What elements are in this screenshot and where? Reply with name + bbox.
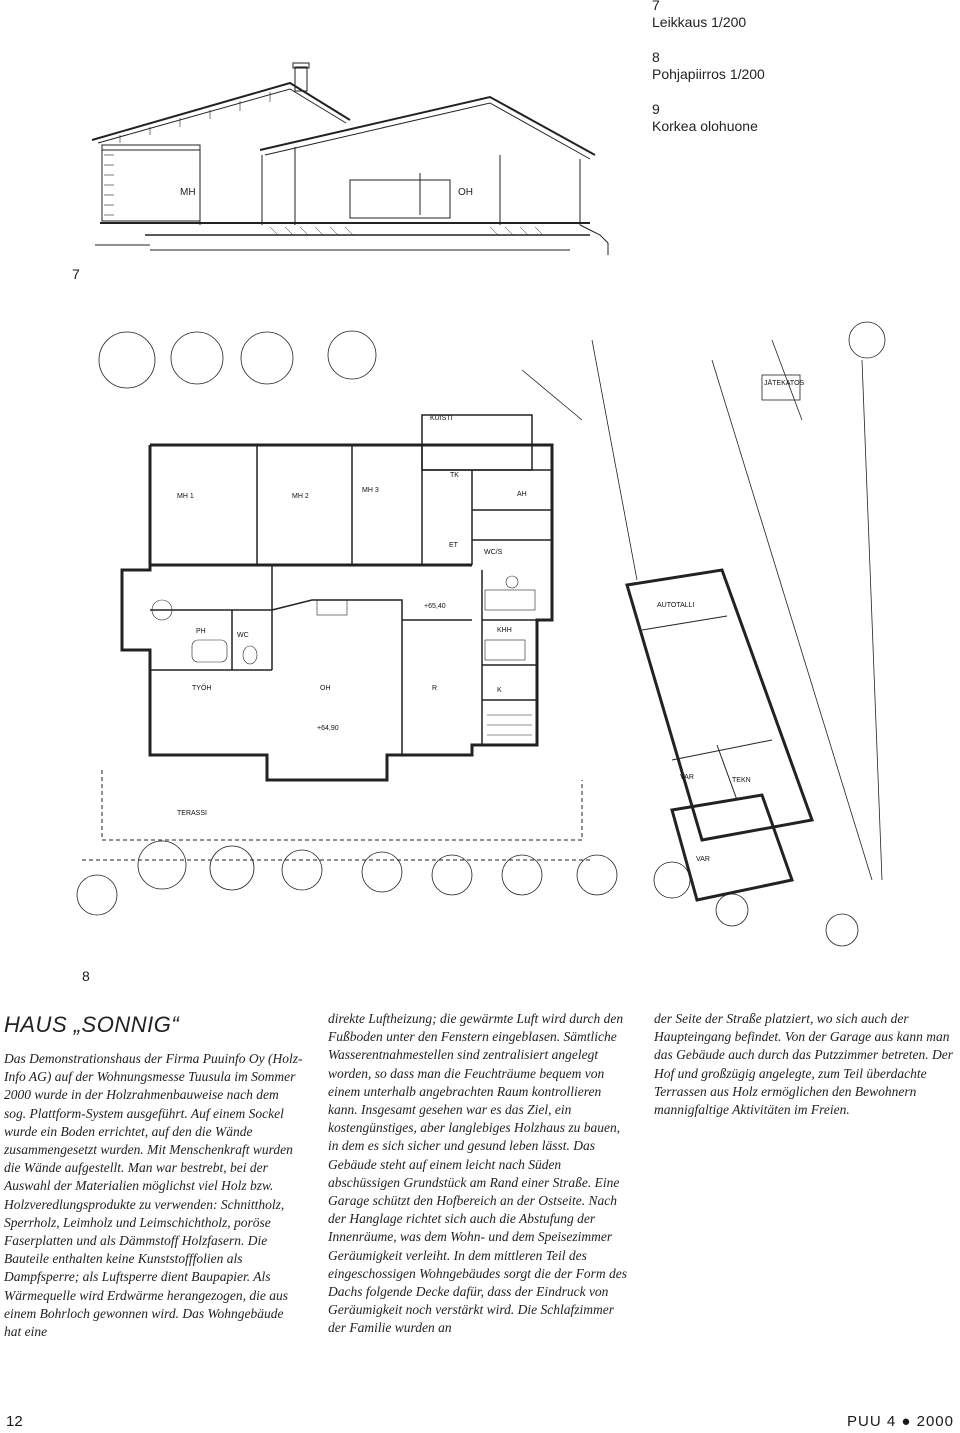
legend-number: 9: [652, 101, 660, 117]
section-label-oh: OH: [458, 187, 473, 198]
area-label-terassi: TERASSI: [177, 810, 207, 817]
legend-caption: Pohjapiirros 1/200: [652, 66, 765, 82]
level-label-lower: +64,90: [317, 725, 339, 732]
article-text-1: Das Demonstrationshaus der Firma Puuinfo Oy (Holz-Info AG) auf der Wohnungsmesse Tuusula im Sommer 2000 wurde in der Holzrahmenbauweise nach dem sog. Plattform-System ausgeführt. Auf einem Sockel wurde ein Boden errichtet, auf den die Wände zusammengesetzt wurden. Mit Menschenkraft wurden die Wände aufgestellt. Man war bestrebt, bei der Auswahl der Materialien möglichst viel Holz bzw. Holzveredlungsprodukte zu verwenden: Schnittholz, Sperrholz, Leimholz und Leimschichtholz, poröse Faserplatten und als Dämmstoff Holzfasern. Die Bauteile enthalten keine Kunststofffolien als Dampfsperre; als Luftsperre dient Baupapier. Als Wärmequelle wird Erdwärme herangezogen, die aus einem Bohrloch gewonnen wird. Das Wohngebäude hat eine: [4, 1051, 303, 1340]
room-label-wcs: WC/S: [484, 549, 503, 556]
legend-number: 8: [652, 49, 660, 65]
legend-item-photo: [652, 101, 952, 135]
room-label-tk: TK: [450, 472, 459, 479]
room-label-ph: PH: [196, 628, 206, 635]
level-label-upper: +65,40: [424, 603, 446, 610]
article-column-2: [328, 1010, 633, 1338]
room-label-oh: OH: [320, 685, 331, 692]
legend-number: 7: [652, 0, 660, 13]
room-label-kuisti: KUISTI: [430, 415, 453, 422]
floor-plan: [72, 320, 902, 980]
room-label-ah: AH: [517, 491, 527, 498]
section-label-mh: MH: [180, 187, 196, 198]
room-label-tyoh: TYÖH: [192, 685, 212, 692]
figure-number-plan: 8: [82, 968, 90, 984]
room-label-mh1: MH 1: [177, 493, 194, 500]
room-label-k: K: [497, 687, 502, 694]
room-label-var2: VAR: [696, 856, 710, 863]
article-column-1: [4, 1012, 304, 1341]
room-label-r: R: [432, 685, 438, 692]
room-label-mh3: MH 3: [362, 487, 379, 494]
journal-issue: PUU 4 ● 2000: [847, 1413, 954, 1430]
figure-number-section: 7: [72, 266, 80, 282]
article-text-3: der Seite der Straße platziert, wo sich auch der Haupteingang befindet. Von der Garage aus kann man das Gebäude auch durch das Putzzimmer betreten. Der Hof und großzügig angelegte, zum Teil überdachte Terrassen aus Holz ermöglichen den Bewohnern mannigfaltige Aktivitäten im Freien.: [654, 1011, 953, 1118]
room-label-wc: WC: [237, 632, 249, 639]
article-title: HAUS „SONNIG“: [4, 1012, 180, 1037]
page-number: 12: [6, 1413, 23, 1430]
section-drawing: [90, 55, 610, 265]
legend-item-section: [652, 0, 952, 31]
room-label-mh2: MH 2: [292, 493, 309, 500]
article-column-3: [654, 1010, 954, 1119]
room-label-khh: KHH: [497, 627, 512, 634]
room-label-et: ET: [449, 542, 458, 549]
legend-caption: Leikkaus 1/200: [652, 14, 747, 30]
room-label-tekn: TEKN: [732, 777, 751, 784]
room-label-jatekatos: JÄTEKATOS: [764, 380, 805, 387]
room-label-var1: VAR: [680, 774, 694, 781]
legend-caption: Korkea olohuone: [652, 118, 758, 134]
figure-legend: [652, 0, 952, 153]
room-label-autotalli: AUTOTALLI: [657, 602, 695, 609]
legend-item-plan: [652, 49, 952, 83]
article-text-2: direkte Luftheizung; die gewärmte Luft wird durch den Fußboden unter den Fenstern eingeblasen. Sämtliche Wasserentnahmestellen sind zentralisiert angelegt worden, so dass man die Feuchträume bequem von einem unterhalb angebrachten Raum kontrollieren kann. Insgesamt gesehen war es das Ziel, ein kostengünstiges, aber langlebiges Holzhaus zu bauen, in dem es sich sicher und gesund leben lässt. Das Gebäude steht auf einem leicht nach Süden abschüssigen Grundstück am Rand einer Straße. Eine Garage schützt den Hofbereich an der Ostseite. Nach der Hanglage richtet sich auch die Abstufung der Innenräume, was dem Wohn- und dem Speisezimmer Geräumigkeit verleiht. In dem mittleren Teil des eingeschossigen Wohngebäudes sorgt die der Form des Dachs folgende Decke dafür, dass der Eindruck von Geräumigkeit noch verstärkt wird. Die Schlafzimmer der Familie wurden an: [328, 1011, 627, 1336]
